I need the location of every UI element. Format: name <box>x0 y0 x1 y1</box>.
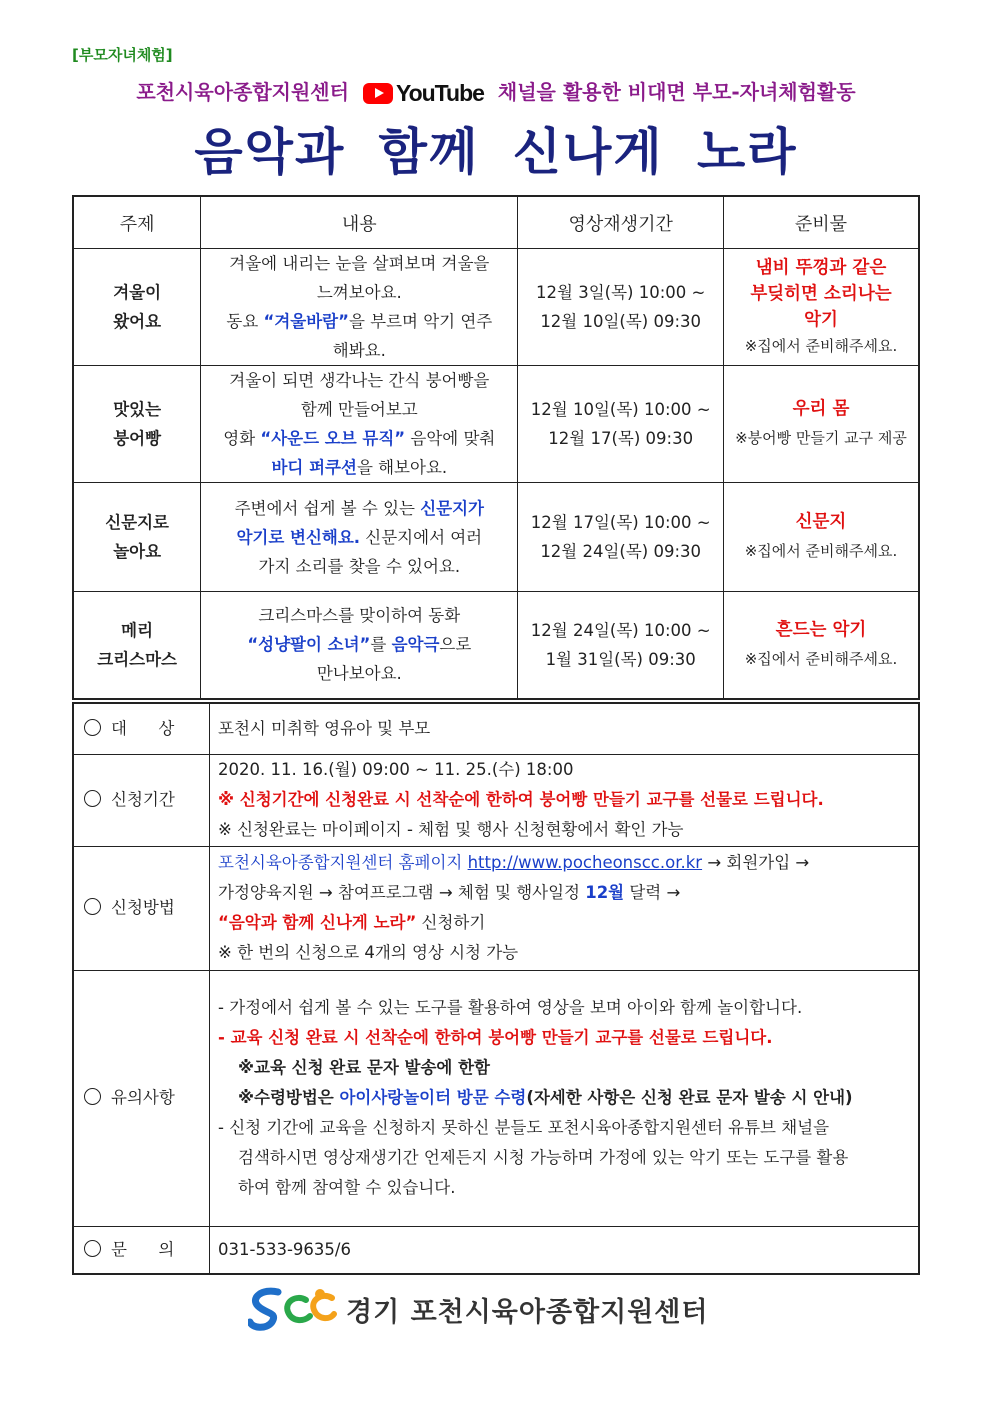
circle-bullet-icon <box>84 898 101 915</box>
material-note: ※집에서 준비해주세요. <box>744 649 898 668</box>
label-text: 대 상 <box>111 718 175 738</box>
info-row-contact <box>73 1226 919 1274</box>
content-text: 으로 <box>439 635 472 655</box>
table-row <box>73 592 919 699</box>
info-label <box>73 703 210 754</box>
material-note: ※집에서 준비해주세요. <box>744 542 898 560</box>
info-label <box>73 1226 210 1274</box>
topic-line: 크리스마스 <box>97 649 177 669</box>
pickup-place: 아이사랑놀이터 방문 수령 <box>339 1088 527 1107</box>
method-text: → 회원가입 → <box>702 853 810 872</box>
youtube-play-icon <box>363 83 393 104</box>
content-line: 가지 소리를 찾을 수 있어요. <box>258 556 461 576</box>
footer-org-name: 경기 포천시육아종합지원센터 <box>346 1296 709 1328</box>
header-materials: 준비물 <box>723 196 919 249</box>
content-line: 크리스마스를 맞이하여 동화 <box>258 606 461 626</box>
content-text: 영화 <box>223 429 261 448</box>
notes-line: - 교육 신청 완료 시 선착순에 한하여 붕어빵 만들기 교구를 선물로 드립니다. <box>218 1028 773 1047</box>
table-row <box>73 366 919 483</box>
row-period <box>518 366 724 483</box>
row-materials <box>723 592 919 699</box>
content-line <box>207 453 511 482</box>
topic-line: 붕어빵 <box>113 429 162 448</box>
method-value <box>210 846 920 970</box>
youtube-wordmark: YouTube <box>395 80 484 106</box>
content-line <box>207 523 511 552</box>
notes-text: ※수령방법은 <box>238 1088 340 1107</box>
row-content <box>201 592 518 699</box>
content-line <box>207 424 511 453</box>
program-table <box>72 195 920 700</box>
notes-line <box>218 1083 910 1113</box>
content-line: 만나보아요. <box>316 664 402 684</box>
activity-highlight: 바디 퍼쿠션 <box>271 458 357 477</box>
info-row-notes <box>73 970 919 1226</box>
table-row <box>73 483 919 592</box>
period-start: 12월 3일(목) 10:00 ~ <box>536 283 706 302</box>
method-text: 가정양육지원 → 참여프로그램 → 체험 및 행사일정 <box>218 883 586 902</box>
page-title: 음악과 함께 신나게 노라 <box>194 123 798 181</box>
period-check-note: ※ 신청완료는 마이페이지 - 체험 및 행사 신청현황에서 확인 가능 <box>218 820 684 839</box>
content-highlight: 음악극 <box>391 635 440 655</box>
material-line: 부딪히면 소리나는 <box>750 284 892 304</box>
method-line <box>218 848 910 878</box>
content-line: 함께 만들어보고 <box>300 400 418 419</box>
notes-line: - 가정에서 쉽게 볼 수 있는 도구를 활용하여 영상을 보며 아이와 함께 놀이합니다. <box>218 998 803 1017</box>
notes-text: (자세한 사항은 신청 완료 문자 발송 시 안내) <box>526 1088 853 1107</box>
row-period <box>518 483 724 592</box>
row-content <box>201 366 518 483</box>
material-line: 흔드는 악기 <box>775 619 867 640</box>
circle-bullet-icon <box>84 1088 101 1105</box>
center-logo-icon <box>248 1286 338 1332</box>
method-text: 달력 → <box>624 883 681 902</box>
topic-line: 겨울이 <box>113 283 162 302</box>
info-label <box>73 970 210 1226</box>
label-text: 신청기간 <box>111 790 175 809</box>
content-text: 동요 <box>226 312 264 331</box>
label-text: 유의사항 <box>111 1088 175 1107</box>
table-row <box>73 249 919 366</box>
method-line <box>218 908 910 938</box>
row-content <box>201 249 518 366</box>
row-content <box>201 483 518 592</box>
circle-bullet-icon <box>84 790 101 807</box>
period-start: 12월 10일(목) 10:00 ~ <box>530 400 711 419</box>
material-note: ※붕어빵 만들기 교구 제공 <box>735 429 907 447</box>
content-text: 을 부르며 악기 연주 <box>348 312 493 331</box>
period-dates: 2020. 11. 16.(월) 09:00 ~ 11. 25.(수) 18:00 <box>218 760 574 779</box>
song-title: “겨울바람” <box>263 312 349 331</box>
row-materials <box>723 366 919 483</box>
method-note: ※ 한 번의 신청으로 4개의 영상 시청 가능 <box>218 943 519 962</box>
topic-line: 맛있는 <box>113 400 162 419</box>
header-period: 영상재생기간 <box>518 196 724 249</box>
subtitle <box>0 76 992 107</box>
header-topic: 주제 <box>73 196 201 249</box>
contact-phone: 031-533-9635/6 <box>210 1226 920 1274</box>
period-start: 12월 24일(목) 10:00 ~ <box>530 620 711 640</box>
header-content: 내용 <box>201 196 518 249</box>
method-line <box>218 878 910 908</box>
period-end: 12월 17(목) 09:30 <box>548 429 694 448</box>
info-label <box>73 754 210 846</box>
notes-line: 하여 함께 참여할 수 있습니다. <box>238 1178 456 1197</box>
content-line <box>207 630 511 659</box>
circle-bullet-icon <box>84 1240 101 1257</box>
notes-line: 검색하시면 영상재생기간 언제든지 시청 가능하며 가정에 있는 악기 또는 도구를 활용 <box>238 1148 849 1167</box>
row-materials <box>723 249 919 366</box>
content-line: 겨울에 내리는 눈을 살펴보며 겨울을 <box>229 254 490 273</box>
content-text: 음악에 맞춰 <box>405 429 496 448</box>
info-table <box>72 702 920 1275</box>
circle-bullet-icon <box>84 719 101 736</box>
row-topic <box>73 483 201 592</box>
movie-title: “사운드 오브 뮤직” <box>260 429 406 448</box>
method-text: 포천시육아종합지원센터 홈페이지 <box>218 853 468 872</box>
topic-line: 메리 <box>121 620 154 640</box>
info-label <box>73 846 210 970</box>
row-materials <box>723 483 919 592</box>
info-row-target <box>73 703 919 754</box>
notes-value <box>210 970 920 1226</box>
homepage-link[interactable]: http://www.pocheonscc.or.kr <box>467 853 703 872</box>
target-value: 포천시 미취학 영유아 및 부모 <box>210 703 920 754</box>
content-highlight: 악기로 변신해요. <box>236 527 361 547</box>
footer <box>248 1286 708 1332</box>
material-line: 우리 몸 <box>792 399 850 419</box>
content-line: 느껴보아요. <box>316 283 402 302</box>
notes-line: - 신청 기간에 교육을 신청하지 못하신 분들도 포천시육아종합지원센터 유튜브 채널을 <box>218 1118 830 1137</box>
row-period <box>518 592 724 699</box>
content-text: 주변에서 쉽게 볼 수 있는 <box>234 498 421 518</box>
info-row-method <box>73 846 919 970</box>
youtube-logo <box>363 80 484 107</box>
material-note: ※집에서 준비해주세요. <box>744 337 898 355</box>
content-text: 신문지에서 여러 <box>360 527 483 547</box>
story-title: “성냥팔이 소녀” <box>247 635 371 655</box>
material-line: 신문지 <box>795 512 847 532</box>
content-line: 해봐요. <box>332 341 386 360</box>
notes-line: ※교육 신청 완료 문자 발송에 한함 <box>238 1058 490 1077</box>
content-line: 겨울이 되면 생각나는 간식 붕어빵을 <box>229 371 490 390</box>
label-text: 문 의 <box>111 1239 175 1259</box>
row-period <box>518 249 724 366</box>
row-topic <box>73 249 201 366</box>
material-line: 냄비 뚜껑과 같은 <box>755 258 887 278</box>
period-value <box>210 754 920 846</box>
material-line: 악기 <box>804 310 838 330</box>
program-name: “음악과 함께 신나게 노라” <box>218 913 417 932</box>
content-line <box>207 494 511 523</box>
method-text: 신청하기 <box>416 913 486 932</box>
period-start: 12월 17일(목) 10:00 ~ <box>530 513 711 532</box>
topic-line: 왔어요 <box>113 312 162 331</box>
row-topic <box>73 592 201 699</box>
content-line <box>207 307 511 336</box>
topic-line: 신문지로 <box>105 513 169 532</box>
period-gift-note: ※ 신청기간에 신청완료 시 선착순에 한하여 붕어빵 만들기 교구를 선물로 드립니다. <box>218 790 824 809</box>
row-topic <box>73 366 201 483</box>
info-row-period <box>73 754 919 846</box>
topic-line: 놀아요 <box>113 542 162 561</box>
category-tag: [부모자녀체험] <box>72 46 173 64</box>
content-text: 을 해보아요. <box>356 458 448 477</box>
content-highlight: 신문지가 <box>420 498 484 518</box>
period-end: 1월 31일(목) 09:30 <box>545 649 696 669</box>
content-text: 를 <box>370 635 392 655</box>
subtitle-center-name: 포천시육아종합지원센터 <box>136 80 349 104</box>
table-header-row <box>73 196 919 249</box>
label-text: 신청방법 <box>111 898 175 917</box>
period-end: 12월 10일(목) 09:30 <box>540 312 702 331</box>
subtitle-description: 채널을 활용한 비대면 부모-자녀체험활동 <box>497 80 856 104</box>
month-highlight: 12월 <box>585 883 625 902</box>
period-end: 12월 24일(목) 09:30 <box>540 542 702 561</box>
